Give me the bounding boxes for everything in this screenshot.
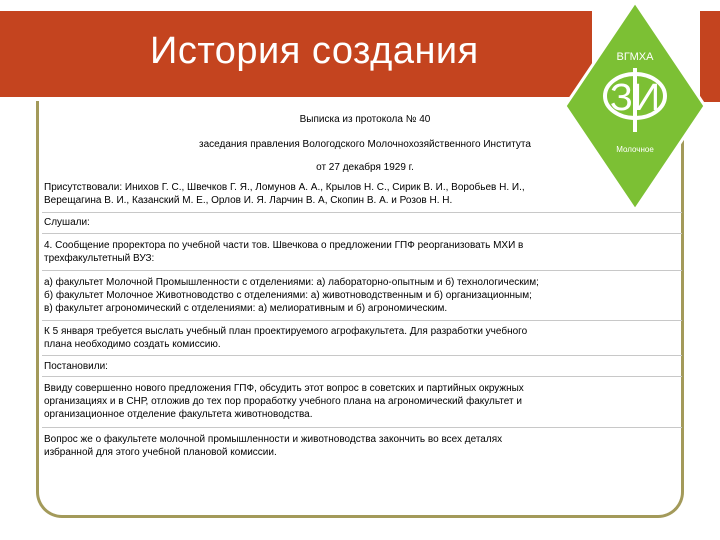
text-line: а) факультет Молочной Промышленности с отделениями: а) лабораторно-опытным и б) технологическим; <box>44 277 539 288</box>
divider <box>42 320 682 321</box>
text-line: плана необходимо создать комиссию. <box>44 339 221 350</box>
present-paragraph <box>44 181 525 207</box>
final-paragraph <box>44 433 502 459</box>
text-line: избранной для этого учебной плановой комиссии. <box>44 447 277 458</box>
text-line: организационное отделение факультета животноводства. <box>44 409 313 420</box>
resolution-paragraph <box>44 382 524 421</box>
deadline-paragraph <box>44 325 527 351</box>
document-subheading: заседания правления Вологодского Молочнохозяйственного Института <box>199 139 531 150</box>
text-line: организациях и в СНР, отложив до тех пор проработку учебного плана на агрономический факультет и <box>44 396 522 407</box>
university-logo <box>563 0 707 212</box>
text-line: в) факультет агрономический с отделениями: а) мелиоративным и б) агрономическим. <box>44 303 448 314</box>
heard-label: Слушали: <box>44 217 90 228</box>
text-line: б) факультет Молочное Животноводство с отделениями: а) животноводственным и б) организационным; <box>44 290 532 301</box>
text-line: Верещагина В. И., Казанский М. Е., Орлов И. Я. Ларчин В. А, Скопин В. А. и Розов Н. Н. <box>44 195 453 206</box>
text-line: Присутствовали: Инихов Г. С., Швечков Г. Я., Ломунов А. А., Крылов Н. С., Сирик В. И., Воробьев Н. И., <box>44 182 525 193</box>
text-line: К 5 января требуется выслать учебный план проектируемого агрофакультета. Для разработки учебного <box>44 326 528 337</box>
divider <box>42 355 682 356</box>
faculties-paragraph <box>44 276 539 315</box>
logo-top-text: ВГМХА <box>616 51 654 63</box>
text-line: трехфакультетный ВУЗ: <box>44 253 155 264</box>
slide-title: История создания <box>150 30 479 72</box>
divider <box>42 212 682 213</box>
resolved-label: Постановили: <box>44 361 108 372</box>
text-line: Вопрос же о факультете молочной промышленности и животноводства закончить во всех деталях <box>44 434 503 445</box>
divider <box>42 270 682 271</box>
item4-paragraph <box>44 239 523 265</box>
logo-letters: ЗИ <box>609 77 661 119</box>
divider <box>42 427 682 428</box>
text-line: Ввиду совершенно нового предложения ГПФ, обсудить этот вопрос в советских и партийных окружных <box>44 383 524 394</box>
divider <box>42 233 682 234</box>
text-line: 4. Сообщение проректора по учебной части тов. Швечкова о предложении ГПФ реорганизовать МХИ в <box>44 240 524 251</box>
divider <box>42 376 682 377</box>
document-date: от 27 декабря 1929 г. <box>316 162 414 173</box>
document-heading: Выписка из протокола № 40 <box>299 114 431 125</box>
logo-bottom-text: Молочное <box>616 145 654 154</box>
